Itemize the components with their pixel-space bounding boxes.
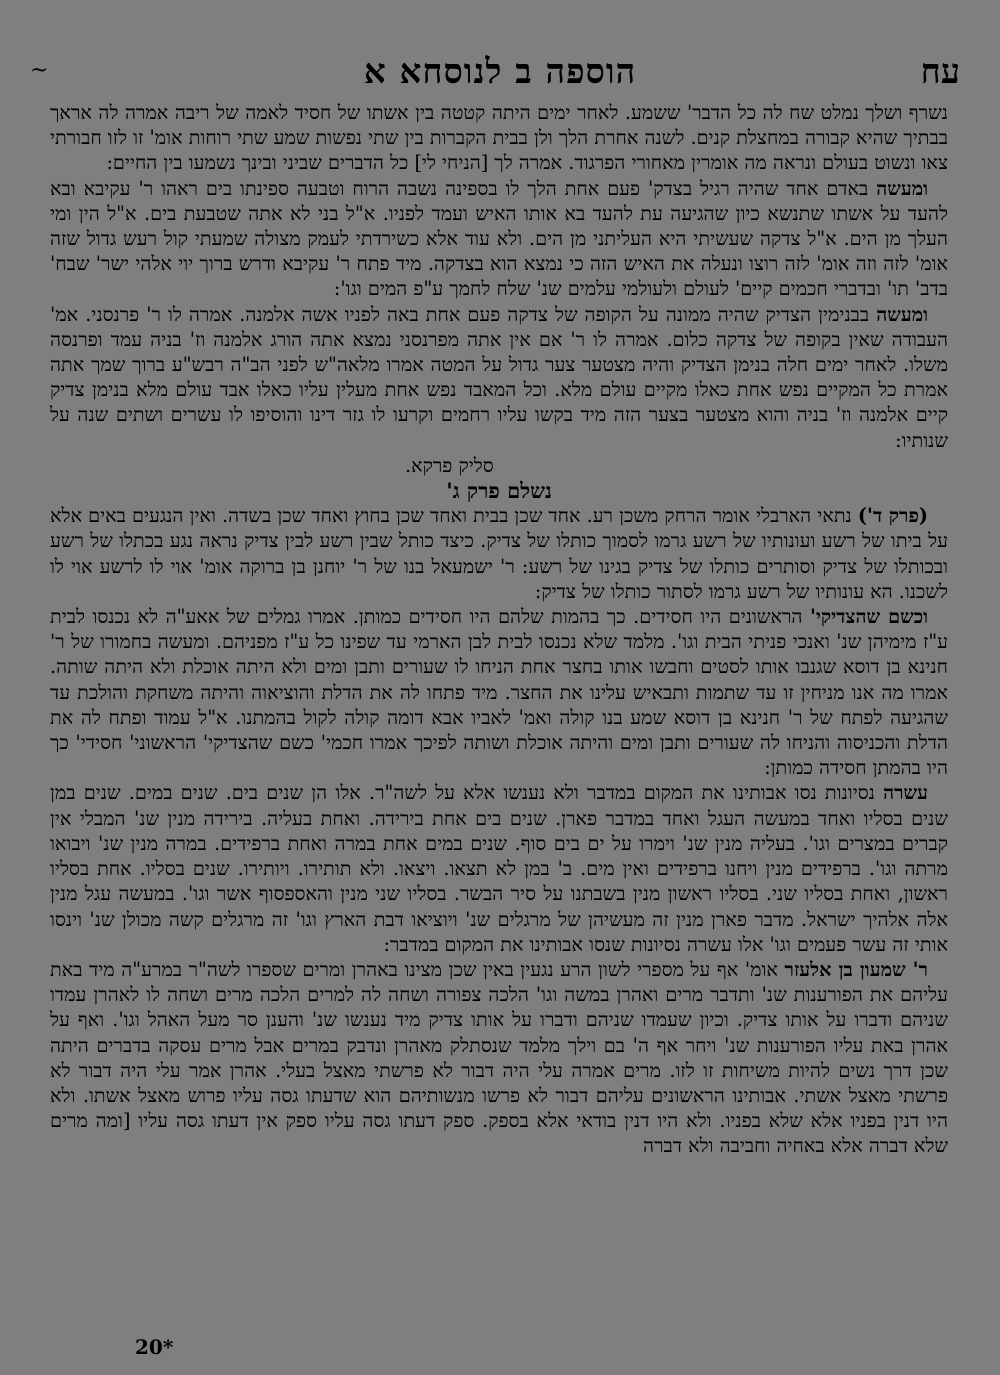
- chapter-heading: נשלם פרק ג': [446, 478, 552, 504]
- paragraph-lead: (פרק ד'): [857, 504, 928, 528]
- paragraph-text: אומ' אף על מספרי לשון הרע נגעין באין שכן מצינו באהרן ומרים שספרו לשה"ר במרע"ה מיד באת עליהם את הפורענות שנ' ותדבר מרים ואהרן במשה וגו' הלכה צפורה ושחה לה למרים הלכה מרים ושחה לו לאהרן עמדו שניהם ודברו על אותו צדיק. וכיון שעמדו שניהם ודברו על אותו צדיק מיד נענשו שנ' והענן סר מעל האהל וגו'. ואף על אהרן באת עליו הפורענות שנ' ויחר אף ה' בם וילך מלמד שנסתלק מאהרן ונדבק במרים אבל מרים עסקה בדברים היתה שכן דרך נשים להיות משיחות זו לזו. מרים אמרה עלי היה דבור לא פרשתי מאצל בעלי. אהרן אמר עלי היה דבור לא פרשתי מאצל אשתי. אבותינו הראשונים עליהם דבור לא פרשו מנשותיהם הוא שדעתו גסה עליו פרוש מאצל אשתו. ולא היו דנין בפניו אלא שלא בפניו. ולא היו דנין בודאי אלא בספק. ספק דעתו גסה עליו ספק אין דעתו גסה עליו [ומה מרים שלא דברה אלא באחיה וחביבה ולא דברה: [50, 957, 948, 1158]
- paragraph-5: [50, 604, 948, 780]
- paragraph-lead: עשרה: [883, 781, 928, 805]
- text-body: [50, 100, 948, 1159]
- paragraph-text: נתאי הארבלי אומר הרחק משכן רע. אחד שכן בבית ואחד שכן בחוץ ואחד שכן בשדה. ואין הנגעים באים אלא על ביתו של רשע ועונותיו של רשע גרמו לסמוך כותלו של צדיק. כיצד כותל שבין רשע לבין צדיק נראה נגע בכתלו של רשע ובכותלו של צדיק וסותרים כותלו של צדיק בגינו של רשע: ר' ישמעאל בנו של ר' יוחנן בן ברוקה אומ' אוי לו לרשע אוי לו לשכנו. הא עונותיו של רשע גרמו לסתור כותלו של צדיק:: [50, 504, 948, 603]
- paragraph-7: [50, 957, 948, 1159]
- paragraph-1: [50, 100, 948, 176]
- page-header: [30, 52, 960, 96]
- paragraph-lead: וכשם שהצדיקי': [809, 605, 928, 629]
- paragraph-text: נסיונות נסו אבותינו את המקום במדבר ולא נענשו אלא על לשה"ר. אלו הן שנים בים. שנים במים. שנים במן שנים בסליו ואחד במעשה העגל ואחד במדבר פארן. שנים בים אחת בירידה. ואחת בעליה. בירידה מנין שנ' המבלי אין קברים במצרים וגו'. בעליה מנין שנ' וימרו על ים בים סוף. שנים במים אחת במרה ואחת ברפידים. במרה מנין שנ' ויבואו מרתה וגו'. ברפידים מנין ויחנו ברפידים ואין מים. ב' במן לא תצאו. ויצאו. ולא תותירו. ויותירו. שנים בסליו. אחת בסליו ראשון, ואחת בסליו שני. בסליו ראשון מנין בשבתנו על סיר הבשר. בסליו שני מנין והאספסוף אשר וגו'. במעשה עגל מנין אלה אלהיך ישראל. מדבר פארן מנין זה מעשיהן של מרגלים שנ' ויוציאו דבת הארץ וגו' זה מרגלים קשה מכולן שנ' וינסו אותי זה עשר פעמים וגו' אלו עשרה נסיונות שנסו אבותינו את המקום במדבר:: [50, 781, 948, 956]
- paragraph-lead: ומעשה: [876, 302, 928, 326]
- paragraph-text: באדם אחד שהיה רגיל בצדק' פעם אחת הלך לו בספינה נשבה הרוח וטבעה ספינתו בים ראהו ר' עקיבא ובא להעד על אשתו שתנשא כיון שהגיעה עת להעד בא אותו האיש ועמד לפניו. א"ל בני לא אתה שטבעת בים. א"ל הין ומי העלך מן הים. א"ל צדקה שעשיתי היא העליתני מן הים. ולא עוד אלא כשירדתי לעמק מצולה שמעתי קול רעש גדול שזה אומ' לזה וזה אומ' לזה רוצו ונעלה את האיש הזה כי נמצא הוא בצדקה. מיד פתח ר' עקיבא ודרש ברוך יוי אלהי ישר' שבח' בדב' תו' ובדברי חכמים קיים' לעולם ולעולמי עלמים שנ' שלח לחמך ע"פ המים וגו':: [50, 176, 948, 301]
- paragraph-6: [50, 780, 948, 956]
- paragraph-2: [50, 176, 948, 302]
- paragraph-text: נשרף ושלך נמלט שח לה כל הדבר' ששמע. לאחר ימים היתה קטטה בין אשתו של חסיד לאמה של ריבה אמרה לה אראך בבתיך שהיא קבורה במחצלת קנים. לשנה אחרת הלך ולן בבית הקברות בין שתי נפשות שמע שתי רוחות אומ' זו לזו חבורתי צאו ונשוט בעולם ונראה מה אומרין מאחורי הפרגוד. אמרה לך [הניחי לי] כל הדברים שביני ובינך נשמעו בין החיים:: [50, 101, 948, 175]
- page-number: עח: [920, 52, 960, 92]
- paragraph-lead: ומעשה: [876, 176, 928, 200]
- paragraph-text: בבנימין הצדיק שהיה ממונה על הקופה של צדקה פעם אחת באה לפניו אשה אלמנה. אמרה לו ר' פרנסני. אמ' העבודה שאין בקופה של צדקה כלום. אמרה לו ר' אם אין אתה מפרנסני נמצא אתה הורג אלמנה וז' בניה עמד ופרנסה משלו. לאחר ימים חלה בנימן הצדיק והיה מצטער צער גדול על המטה אמרו מלאה"ש לפני הב"ה רבש"ע ברוך שמך אתה אמרת כל המקיים נפש אחת כאלו מקיים עולם מלא. וכל המאבד נפש אחת מעלין עליו כאלו אבד עולם מלא בנימן צדיק קיים אלמנה וז' בניה והוא מצטער בצער הזה מיד בקשו עליו רחמים וקרעו לו גזר דינו והוסיפו לו עשרים ושתים שנה על שנותיו:: [50, 302, 948, 452]
- page-title: הוספה ב לנוסחא א: [363, 52, 637, 92]
- corner-mark: ~: [30, 58, 49, 83]
- paragraph-4: [50, 503, 948, 604]
- paragraph-text: הראשונים היו חסידים. כך בהמות שלהם היו חסידים כמותן. אמרו גמלים של אאע"ה לא נכנסו לבית ע"ז מימיהן שנ' ואנכי פניתי הבית וגו'. מלמד שלא נכנסו לבית לבן הארמי עד שפינו כל ע"ז מפניהם. ומעשה בחמורו של ר' חנינא בן דוסא שגנבו אותו לסטים וחבשו אותו בחצר אחת הניחו לו שעורים ותבן ומים ולא היתה אוכלת ולא היתה שותה. אמרו מה אנו מניחין זו עד שתמות ותבאיש עלינו את החצר. מיד פתחו לה את הדלת והוציאוה והיתה משחקת והולכת עד שהגיעה לפתח של ר' חנינא בן דוסא שמע בנו קולה ואמ' לאביו אבא דומה קולה לקול בהמתנו. א"ל עמוד ופתח לה את הדלת והכניסוה והניחו לה שעורים ותבן ומים והיתה אוכלת ושותה לפיכך אמרו חכמי' כשם שהצדיקי' הראשוני' חסידי' כך היו בהמתן חסידה כמותן:: [50, 605, 948, 780]
- signature-mark: 20*: [135, 1335, 174, 1359]
- paragraph-3: [50, 302, 948, 453]
- section-end: סליק פרקא.: [405, 453, 494, 477]
- paragraph-lead: ר' שמעון בן אלעזר: [784, 957, 928, 981]
